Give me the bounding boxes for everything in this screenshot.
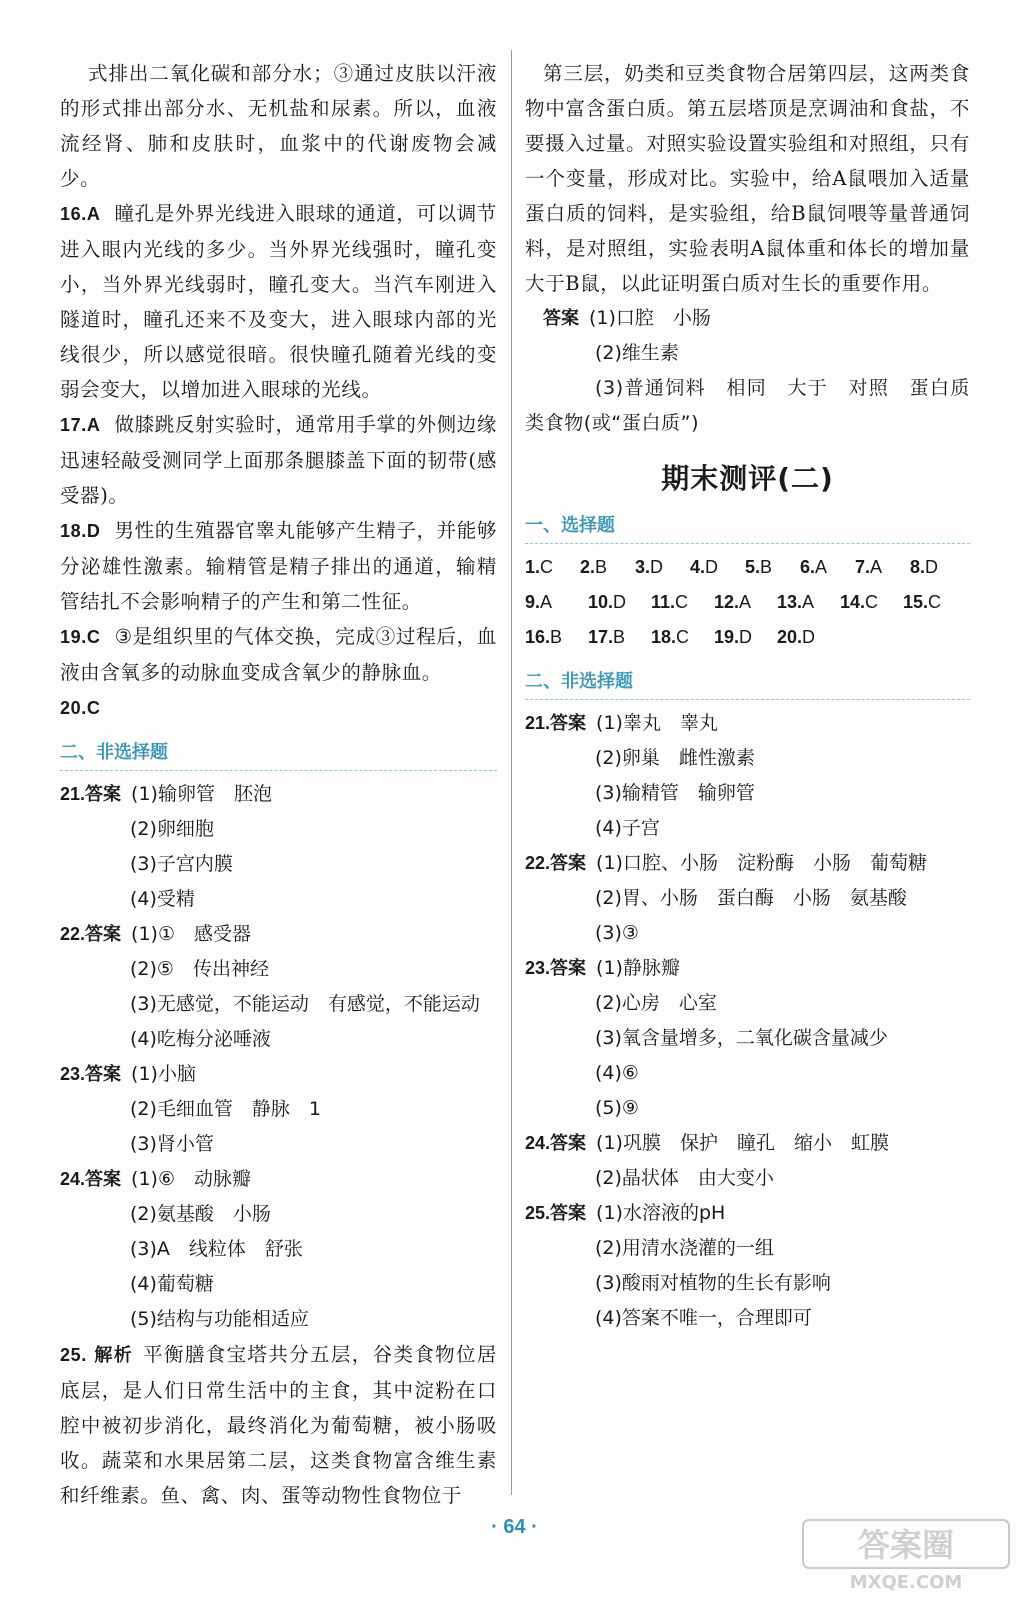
answer-tag: 答案 xyxy=(550,1133,587,1153)
question-answer: D xyxy=(86,521,101,541)
answer-line: (1)⑥ 动脉瓣 xyxy=(131,1168,251,1190)
answer-line: (1)口腔 小肠 xyxy=(589,307,711,329)
choice-item xyxy=(690,550,745,585)
choice-answer: C xyxy=(676,627,690,647)
choice-number: 17. xyxy=(588,627,614,647)
choice-item xyxy=(714,620,777,655)
answer-line: (3)无感觉，不能运动 有感觉，不能运动 xyxy=(130,993,480,1015)
answer-tag: 答案 xyxy=(550,853,587,873)
question-number: 19. xyxy=(60,627,87,647)
choice-answer: A xyxy=(739,592,752,612)
answer-tag: 答案 xyxy=(550,958,587,978)
choice-number: 7. xyxy=(855,557,871,577)
right-column xyxy=(525,56,970,1336)
choice-number: 13. xyxy=(777,592,803,612)
answer-line: (3)肾小管 xyxy=(130,1133,214,1155)
answer-tag: 答案 xyxy=(85,1064,122,1084)
answer-line: (4)葡萄糖 xyxy=(130,1273,214,1295)
q25-analysis xyxy=(60,1337,497,1513)
answer-line: (1)静脉瓣 xyxy=(596,957,680,979)
answer-row xyxy=(525,1196,970,1231)
choice-number: 3. xyxy=(635,557,651,577)
answer-line: (3)A 线粒体 舒张 xyxy=(130,1238,303,1260)
answer-tag: 答案 xyxy=(85,924,122,944)
answer-line: (1)睾丸 睾丸 xyxy=(596,712,718,734)
answer-line: (4)子宫 xyxy=(595,817,660,839)
answer-row xyxy=(525,951,970,986)
choice-answer: A xyxy=(815,557,828,577)
continued-paragraph: 式排出二氧化碳和部分水；③通过皮肤以汗液的形式排出部分水、无机盐和尿素。所以，血液流经肾、肺和皮肤时，血浆中的代谢废物会减少。 xyxy=(60,62,497,190)
watermark-logo xyxy=(801,1518,1011,1592)
answer-line: (4)答案不唯一，合理即可 xyxy=(595,1307,812,1329)
question-answer: C xyxy=(86,698,101,718)
answer-line: (3)输精管 输卵管 xyxy=(595,782,755,804)
choice-answer: A xyxy=(870,557,883,577)
answer-line: (5)结构与功能相适应 xyxy=(130,1308,309,1330)
choice-answer: A xyxy=(540,592,553,612)
answer-tag: 答案 xyxy=(85,1169,122,1189)
choice-number: 20. xyxy=(777,627,803,647)
answer-row xyxy=(525,706,970,741)
answer-row xyxy=(60,1162,497,1197)
question-number: 17. xyxy=(60,415,87,435)
choice-number: 16. xyxy=(525,627,551,647)
answer-line: (1)巩膜 保护 瞳孔 缩小 虹膜 xyxy=(596,1132,889,1154)
choice-answer: B xyxy=(595,557,608,577)
choice-number: 15. xyxy=(903,592,929,612)
choice-item xyxy=(714,585,777,620)
analysis-tag: 解析 xyxy=(94,1345,134,1365)
answer-line: (4)吃梅分泌唾液 xyxy=(130,1028,271,1050)
choice-item xyxy=(777,620,840,655)
choice-item xyxy=(580,550,635,585)
continued-paragraph-right: 第三层，奶类和豆类食物合居第四层，这两类食物中富含蛋白质。第五层塔顶是烹调油和食盐，不要摄入过量。对照实验设置实验组和对照组，只有一个变量，形成对比。实验中，给A鼠喂加入适量蛋白质的饲料，是实验组，给B鼠饲喂等量普通饲料，是对照组，实验表明A鼠体重和体长的增加量大于B鼠，以此证明蛋白质对生长的重要作用。 xyxy=(525,62,970,295)
choice-item xyxy=(588,620,651,655)
answer-tag: 答案 xyxy=(543,308,579,328)
question-number: 23. xyxy=(525,958,551,978)
choice-item xyxy=(651,585,714,620)
choice-number: 12. xyxy=(714,592,740,612)
explanation-text: 做膝跳反射实验时，通常用手掌的外侧边缘迅速轻敲受测同学上面那条腿膝盖下面的韧带(感受器)。 xyxy=(60,413,497,507)
answer-line: (1)口腔、小肠 淀粉酶 小肠 葡萄糖 xyxy=(596,852,927,874)
question-number: 22. xyxy=(60,924,86,944)
choice-explanation xyxy=(60,513,497,619)
answer-line: (2)氨基酸 小肠 xyxy=(130,1203,271,1225)
choice-item xyxy=(588,585,651,620)
q25-analysis-text: 平衡膳食宝塔共分五层，谷类食物位居底层，是人们日常生活中的主食，其中淀粉在口腔中被初步消化，最终消化为葡萄糖，被小肠吸收。蔬菜和水果居第二层，这类食物富含维生素和纤维素。鱼、禽、肉、蛋等动物性食物位于 xyxy=(60,1343,497,1507)
answer-line: (2)心房 心室 xyxy=(595,992,717,1014)
choice-answer: D xyxy=(705,557,719,577)
choice-item xyxy=(800,550,855,585)
choice-answer-grid xyxy=(525,550,970,655)
answer-line: (1)① 感受器 xyxy=(131,923,251,945)
answer-row xyxy=(525,1126,970,1161)
question-answer: A xyxy=(86,415,101,435)
question-number: 21. xyxy=(60,784,86,804)
question-number: 18. xyxy=(60,521,87,541)
choice-item xyxy=(525,585,588,620)
choice-explanation xyxy=(60,407,497,513)
choice-answer: D xyxy=(925,557,939,577)
question-number: 22. xyxy=(525,853,551,873)
question-answer: C xyxy=(86,627,101,647)
choice-answer: C xyxy=(865,592,879,612)
choice-number: 10. xyxy=(588,592,614,612)
choice-answer: D xyxy=(650,557,664,577)
answer-tag: 答案 xyxy=(85,784,122,804)
choice-answer: D xyxy=(802,627,816,647)
choice-number: 4. xyxy=(690,557,706,577)
answer-line: (3)子宫内膜 xyxy=(130,853,233,875)
answer-line: (1)输卵管 胚泡 xyxy=(131,783,272,805)
answer-line: (3)③ xyxy=(595,922,639,944)
choice-answer: B xyxy=(550,627,563,647)
question-number: 24. xyxy=(525,1133,551,1153)
column-divider xyxy=(511,50,512,1495)
choice-number: 6. xyxy=(800,557,816,577)
choice-answer: D xyxy=(739,627,753,647)
explanation-text: ③是组织里的气体交换，完成③过程后，血液由含氧多的动脉血变成含氧少的静脉血。 xyxy=(60,625,497,684)
nonchoice-answers-right xyxy=(525,706,970,1336)
choice-row xyxy=(525,550,970,585)
question-number: 23. xyxy=(60,1064,86,1084)
answer-line: (2)卵细胞 xyxy=(130,818,214,840)
answer-line-long: (3)普通饲料 相同 大于 对照 蛋白质类食物(或“蛋白质”) xyxy=(525,377,970,434)
choice-explanation xyxy=(60,690,497,726)
answer-line: (2)维生素 xyxy=(595,342,679,364)
choice-item xyxy=(651,620,714,655)
answer-tag: 答案 xyxy=(550,1203,587,1223)
answer-line: (4)受精 xyxy=(130,888,195,910)
choice-item xyxy=(903,585,966,620)
choice-number: 9. xyxy=(525,592,541,612)
choice-number: 1. xyxy=(525,557,541,577)
answer-line: (2)胃、小肠 蛋白酶 小肠 氨基酸 xyxy=(595,887,907,909)
choice-item xyxy=(910,550,965,585)
svg-text:答案圈: 答案圈 xyxy=(857,1526,955,1564)
answer-line: (5)⑨ xyxy=(595,1097,639,1119)
section-heading-choice: 一、选择题 xyxy=(525,511,970,544)
answer-line: (2)用清水浇灌的一组 xyxy=(595,1237,774,1259)
choice-item xyxy=(855,550,910,585)
question-number: 21. xyxy=(525,713,551,733)
choice-item xyxy=(840,585,903,620)
choice-answer: B xyxy=(613,627,626,647)
section-heading-nonchoice-right: 二、非选择题 xyxy=(525,667,970,700)
choice-item xyxy=(635,550,690,585)
question-number: 25. xyxy=(60,1345,87,1365)
question-number: 16. xyxy=(60,204,87,224)
answer-line: (1)水溶液的pH xyxy=(596,1202,726,1224)
answer-row xyxy=(60,1057,497,1092)
choice-answer: A xyxy=(802,592,815,612)
choice-item xyxy=(525,550,580,585)
choice-answer: D xyxy=(613,592,627,612)
answer-tag: 答案 xyxy=(550,713,587,733)
nonchoice-answers xyxy=(60,777,497,1337)
explanation-text: 瞳孔是外界光线进入眼球的通道，可以调节进入眼内光线的多少。当外界光线强时，瞳孔变小，当外界光线弱时，瞳孔变大。当汽车刚进入隧道时，瞳孔还来不及变大，进入眼球内部的光线很少，所以感觉很暗。很快瞳孔随着光线的变弱会变大，以增加进入眼球的光线。 xyxy=(60,202,497,401)
choice-explanation xyxy=(60,619,497,690)
answer-line: (2)晶状体 由大变小 xyxy=(595,1167,774,1189)
page-number: · 64 · xyxy=(491,1516,538,1538)
choice-answer: B xyxy=(760,557,773,577)
answer-line: (4)⑥ xyxy=(595,1062,639,1084)
choice-number: 14. xyxy=(840,592,866,612)
question-answer: A xyxy=(86,204,101,224)
choice-row xyxy=(525,585,970,620)
question-number: 24. xyxy=(60,1169,86,1189)
answer-line: (1)小脑 xyxy=(131,1063,196,1085)
choice-item xyxy=(525,620,588,655)
choice-number: 2. xyxy=(580,557,596,577)
choice-answer: C xyxy=(675,592,689,612)
choice-number: 19. xyxy=(714,627,740,647)
choice-number: 11. xyxy=(651,592,676,612)
choice-explanations xyxy=(60,196,497,726)
answer-row xyxy=(60,917,497,952)
svg-text:MXQE.COM: MXQE.COM xyxy=(849,1572,963,1592)
answer-line: (2)卵巢 雌性激素 xyxy=(595,747,755,769)
choice-number: 5. xyxy=(745,557,761,577)
answer-row xyxy=(60,777,497,812)
choice-answer: C xyxy=(540,557,554,577)
answer-line: (2)⑤ 传出神经 xyxy=(130,958,269,980)
answer-line: (3)氧含量增多，二氧化碳含量减少 xyxy=(595,1027,888,1049)
answer-line: (2)毛细血管 静脉 1 xyxy=(130,1098,322,1120)
answer-row xyxy=(525,846,970,881)
section-heading-nonchoice: 二、非选择题 xyxy=(60,738,497,771)
question-number: 20. xyxy=(60,698,87,718)
choice-number: 8. xyxy=(910,557,926,577)
choice-item xyxy=(777,585,840,620)
question-number: 25. xyxy=(525,1203,551,1223)
explanation-text: 男性的生殖器官睾丸能够产生精子，并能够分泌雄性激素。输精管是精子排出的通道，输精管结扎不会影响精子的产生和第二性征。 xyxy=(60,519,497,613)
left-column xyxy=(60,56,497,1513)
q25-answer-row xyxy=(525,301,970,336)
choice-number: 18. xyxy=(651,627,677,647)
answer-line: (3)酸雨对植物的生长有影响 xyxy=(595,1272,831,1294)
choice-explanation xyxy=(60,196,497,407)
choice-item xyxy=(745,550,800,585)
choice-row xyxy=(525,620,970,655)
chapter-title: 期末测评(二) xyxy=(661,462,834,495)
choice-answer: C xyxy=(928,592,942,612)
